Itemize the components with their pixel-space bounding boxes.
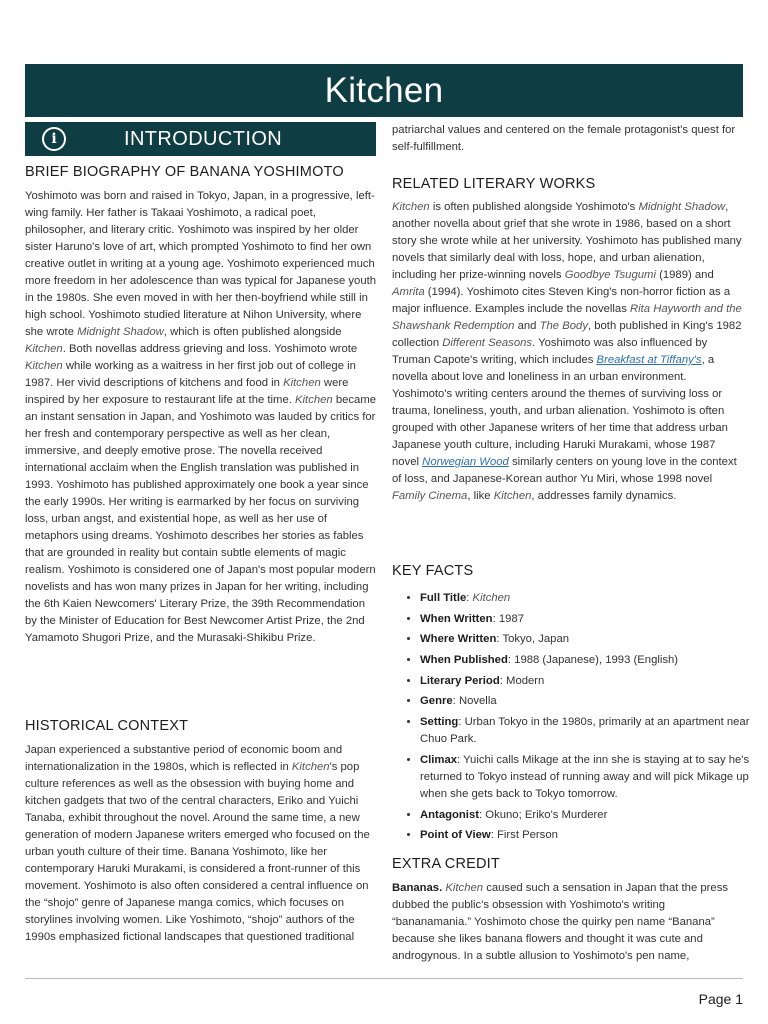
historical-paragraph: Japan experienced a substantive period of economic boom and internationalization in the 1980s, which is reflected in Kitchen's pop culture references as well as the obsession with buying home and kitchen gadgets that two of the central characters, Eriko and Yuichi Tanaba, exhibit throughout the novel. Around the same time, a new generation of modern Japanese writers emerged who focused on the urban youth culture of their time. Banana Yoshimoto, like her contemporary Haruki Murakami, is considered a front-runner of this movement. Yoshimoto is also often considered a central influence on the “shojo” genre of Japanese manga comics, which focuses on storylines involving women. Like Yoshimoto, “shojo” authors of the 1990s emphasized fictional landscapes that questioned traditional bbox=[25, 744, 370, 943]
related-paragraph: Kitchen is often published alongside Yoshimoto's Midnight Shadow, another novella about grief that she wrote in 1986, based on a short story she wrote while at her university. Yoshimoto has published many novels that similarly deal with loss, hope, and urban alienation, including her prize-winning novels Goodbye Tsugumi (1989) and Amrita (1994). Yoshimoto cites Steven King's non-horror fiction as a major influence. Examples include the novellas Rita Hayworth and the Shawshank Redemption and The Body, both published in King's 1982 collection Different Seasons. Yoshimoto was also influenced by Truman Capote's writing, which includes Breakfast at Tiffany's, a novella about love and loneliness in an urban environment. Yoshimoto's writing centers around the themes of surviving loss or trauma, loneliness, youth, and urban alienation. Yoshimoto is often grouped with other Japanese writers of her time that address urban Japanese youth culture, including Haruki Murakami, whose 1987 novel Norwegian Wood similarly centers on young love in the context of loss, and Japanese-Korean author Yu Miri, whose 1998 novel Family Cinema, like Kitchen, addresses family dynamics. bbox=[392, 201, 742, 502]
introduction-label: INTRODUCTION bbox=[124, 127, 283, 150]
key-fact-item: • Antagonist: Okuno; Eriko's Murderer bbox=[420, 807, 768, 824]
info-circle-icon: i bbox=[42, 127, 66, 151]
historical-paragraph-continued: patriarchal values and centered on the female protagonist's quest for self-fulfillment. bbox=[392, 124, 736, 153]
related-heading: RELATED LITERARY WORKS bbox=[392, 176, 596, 192]
key-fact-item: • Full Title: Kitchen bbox=[420, 590, 768, 607]
key-fact-item: • Genre: Novella bbox=[420, 693, 768, 710]
key-fact-item: • When Written: 1987 bbox=[420, 611, 768, 628]
bio-heading: BRIEF BIOGRAPHY OF BANANA YOSHIMOTO bbox=[25, 164, 344, 180]
key-fact-item: • When Published: 1988 (Japanese), 1993 (English) bbox=[420, 652, 768, 669]
bio-paragraph: Yoshimoto was born and raised in Tokyo, Japan, in a progressive, left-wing family. Her father is Takaai Yoshimoto, a radical poet, philosopher, and literary critic. Yoshimoto was inspired by her older sister Haruno's love of art, which prompted Yoshimoto to find her own creative outlet in writing at a young age. Yoshimoto experienced much more freedom in her adolescence than was typical for Japanese youth in the 1980s. She even moved in with her then-boyfriend while still in high school. Yoshimoto studied literature at Nihon University, where she wrote Midnight Shadow, which is often published alongside Kitchen. Both novellas address grieving and loss. Yoshimoto wrote Kitchen while working as a waitress in her first job out of college in 1987. Her vivid descriptions of kitchens and food in Kitchen were inspired by her exposure to restaurant life at the time. Kitchen became an instant sensation in Japan, and Yoshimoto was lauded by critics for her fresh and contemporary perspective as well as her clean, immersive, and deeply emotive prose. The novella received international acclaim when the English translation was published in 1993. Yoshimoto has published approximately one book a year since the early 1990s. Her writing is earmarked by her focus on surviving loss, urban angst, and existential hope, as well as her use of metaphors using dreams. Yoshimoto describes her stories as fables that are grounded in reality but contain subtle elements of magic realism. Yoshimoto is considered one of Japan's most popular modern novelists and has won many prizes in Japan for her writing, including the 6th Kaien Newcomers' Literary Prize, the 39th Recommendation by the Minister of Education for Best Newcomer Artist Prize, the 2nd Yamamoto Shugori Prize, and the Murasaki-Shikibu Prize. bbox=[25, 190, 377, 644]
key-fact-item: • Point of View: First Person bbox=[420, 827, 768, 844]
key-facts-heading: KEY FACTS bbox=[392, 563, 474, 579]
key-fact-item: • Climax: Yuichi calls Mikage at the inn she is staying at to say he's returned to Tokyo instead of running away and will pick Mikage up when she gets back to Tokyo tomorrow. bbox=[420, 752, 768, 803]
page-title: Kitchen bbox=[25, 64, 743, 117]
key-fact-item: • Setting: Urban Tokyo in the 1980s, primarily at an apartment near Chuo Park. bbox=[420, 714, 768, 748]
key-facts-list bbox=[392, 590, 768, 848]
key-fact-item: • Where Written: Tokyo, Japan bbox=[420, 631, 768, 648]
norwegian-wood-link[interactable]: Norwegian Wood bbox=[422, 456, 509, 468]
extra-credit-heading: EXTRA CREDIT bbox=[392, 856, 500, 872]
extra-credit-paragraph: Bananas. Kitchen caused such a sensation in Japan that the press dubbed the public's obsession with Yoshimoto's writing “bananamania.” Yoshimoto chose the quirky pen name “Banana” because she likes banana flowers and thought it was cute and androgynous. In a subtle allusion to Yoshimoto's pen name, bbox=[392, 882, 728, 962]
footer-divider bbox=[25, 978, 743, 979]
historical-heading: HISTORICAL CONTEXT bbox=[25, 718, 189, 734]
breakfast-at-tiffanys-link[interactable]: Breakfast at Tiffany's bbox=[596, 354, 702, 366]
key-fact-item: • Literary Period: Modern bbox=[420, 673, 768, 690]
page-number: Page 1 bbox=[698, 991, 743, 1007]
introduction-banner bbox=[25, 122, 376, 156]
